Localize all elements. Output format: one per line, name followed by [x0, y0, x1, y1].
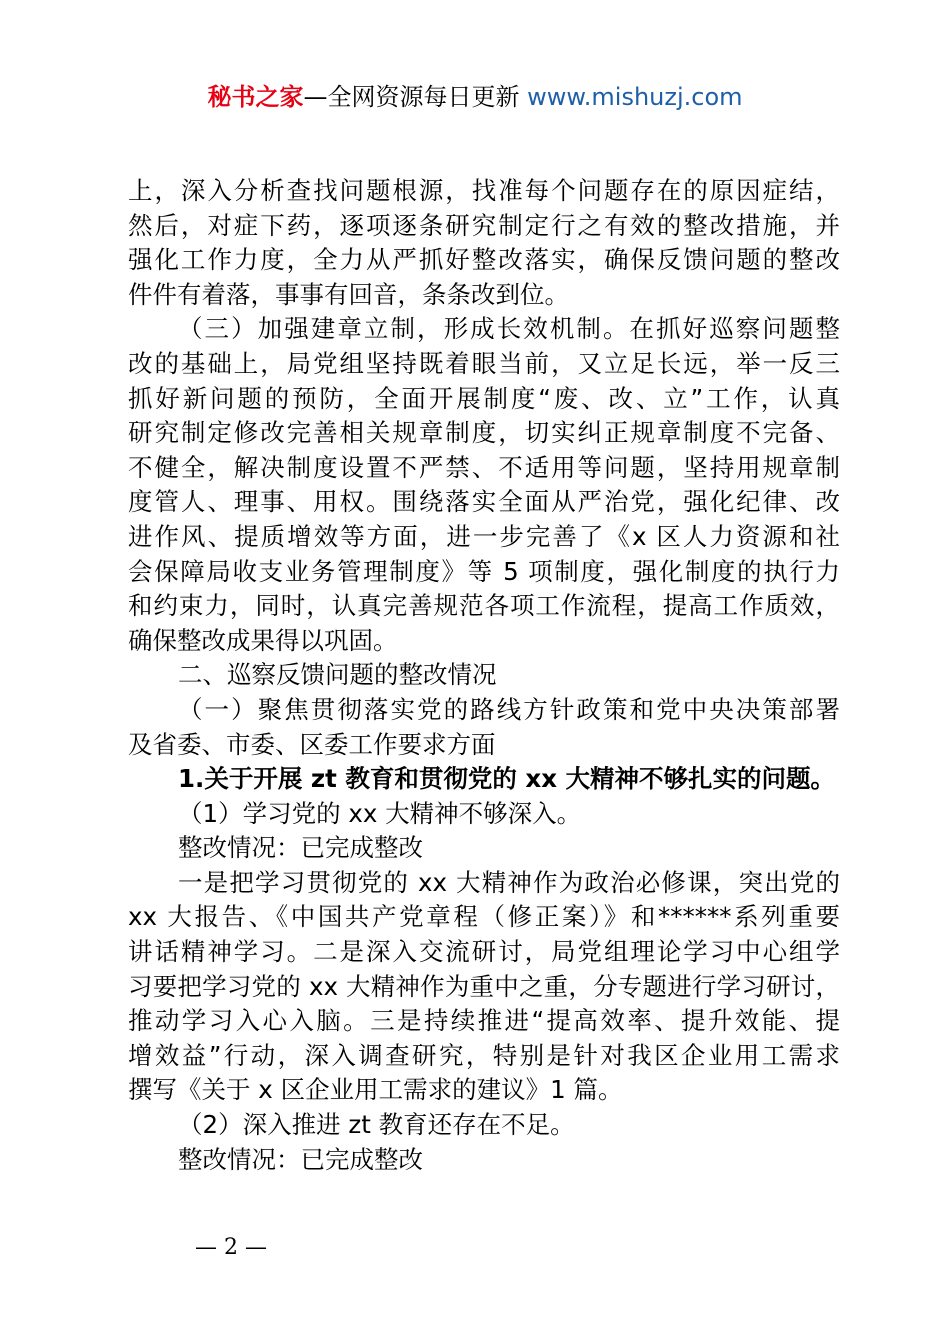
- brand-name: 秘书之家: [207, 83, 304, 111]
- sub-issue: （2）深入推进 zt 教育还存在不足。: [178, 1110, 575, 1140]
- body-line: 不健全，解决制度设置不严禁、不适用等问题，坚持用规章制: [128, 452, 840, 482]
- body-line: （三）加强建章立制，形成长效机制。在抓好巡察问题整: [178, 314, 840, 344]
- status-line: 整改情况：已完成整改: [178, 833, 423, 863]
- body-line: （一）聚焦贯彻落实党的路线方针政策和党中央决策部署: [178, 694, 840, 724]
- body-line: 度管人、理事、用权。围绕落实全面从严治党，强化纪律、改: [128, 487, 840, 517]
- body-line: 抓好新问题的预防，全面开展制度“废、改、立”工作，认真: [128, 383, 840, 413]
- body-line: 讲话精神学习。二是深入交流研讨，局党组理论学习中心组学: [128, 937, 840, 967]
- sub-issue: （1）学习党的 xx 大精神不够深入。: [178, 798, 582, 828]
- body-line: 习要把学习党的 xx 大精神作为重中之重，分专题进行学习研讨，: [128, 971, 840, 1001]
- body-line: 然后，对症下药，逐项逐条研究制定行之有效的整改措施，并: [128, 210, 840, 240]
- body-line: 和约束力，同时，认真完善规范各项工作流程，提高工作质效，: [128, 591, 840, 621]
- body-line: 研究制定修改完善相关规章制度，切实纠正规章制度不完备、: [128, 418, 840, 448]
- body-line: 强化工作力度，全力从严抓好整改落实，确保反馈问题的整改: [128, 245, 840, 275]
- page-number: — 2 —: [195, 1235, 267, 1260]
- section-heading: 二、巡察反馈问题的整改情况: [178, 660, 497, 690]
- document-body: [128, 174, 840, 1177]
- site-header: [0, 80, 950, 114]
- body-line: 确保整改成果得以巩固。: [128, 625, 398, 655]
- body-line: 增效益”行动，深入调查研究，特别是针对我区企业用工需求: [128, 1040, 840, 1070]
- header-dash: —: [303, 83, 328, 111]
- body-line: 一是把学习贯彻党的 xx 大精神作为政治必修课，突出党的: [178, 867, 840, 897]
- body-line: 推动学习入心入脑。三是持续推进“提高效率、提升效能、提: [128, 1006, 840, 1036]
- body-line: 进作风、提质增效等方面，进一步完善了《x 区人力资源和社: [128, 521, 840, 551]
- header-tagline: 全网资源每日更新: [327, 83, 520, 111]
- body-line: 撰写《关于 x 区企业用工需求的建议》1 篇。: [128, 1075, 623, 1105]
- body-line: 上，深入分析查找问题根源，找准每个问题存在的原因症结，: [128, 176, 840, 205]
- body-line: xx 大报告、《中国共产党章程（修正案）》和******系列重要: [128, 902, 840, 932]
- body-line: 件件有着落，事事有回音，条条改到位。: [128, 279, 569, 309]
- status-line: 整改情况：已完成整改: [178, 1144, 423, 1174]
- issue-heading: 1.关于开展 zt 教育和贯彻党的 xx 大精神不够扎实的问题。: [178, 764, 836, 794]
- body-line: 改的基础上，局党组坚持既着眼当前，又立足长远，举一反三: [128, 348, 840, 378]
- site-url[interactable]: www.mishuzj.com: [527, 83, 743, 111]
- body-line: 及省委、市委、区委工作要求方面: [128, 729, 496, 759]
- body-line: 会保障局收支业务管理制度》等 5 项制度，强化制度的执行力: [128, 556, 840, 586]
